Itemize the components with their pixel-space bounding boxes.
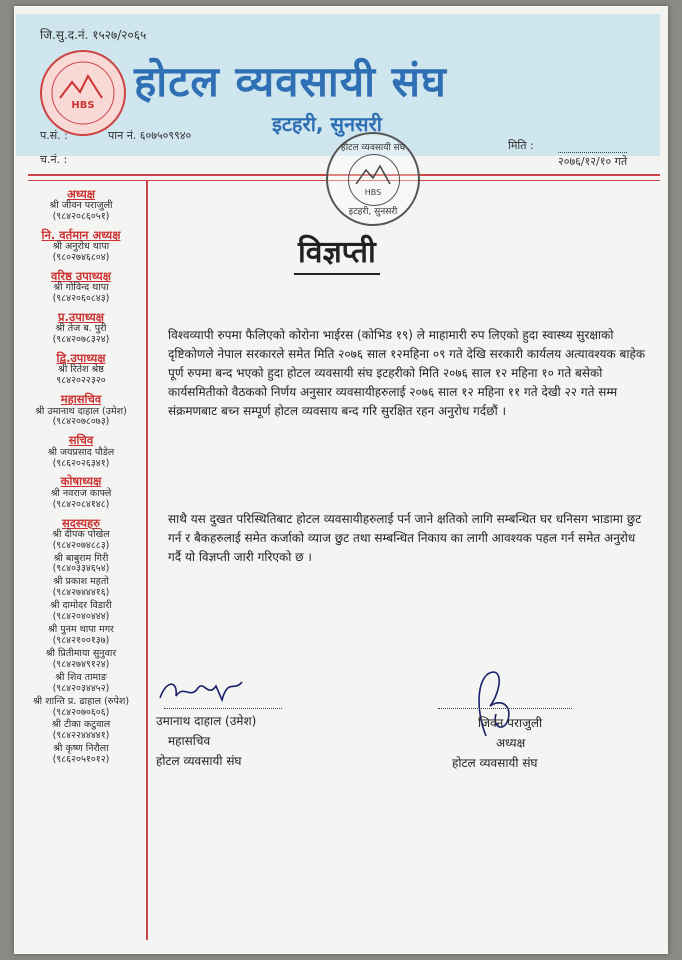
stamp-bottom-text: इटहरी, सुनसरी	[348, 207, 398, 217]
sidebar-member	[18, 649, 144, 671]
member-name: श्री दामोदर विडारी	[50, 600, 112, 612]
sidebar-member	[18, 697, 144, 719]
date-value: २०७६/१२/१० गते	[558, 152, 627, 169]
officer-name: श्री तेज ब. पुरी	[55, 323, 107, 335]
officer-role: महासचिव	[60, 392, 102, 407]
chalani-label: च.नं. :	[40, 153, 68, 166]
sidebar-member	[18, 673, 144, 695]
member-phone: (९८४०३३४६५४)	[52, 563, 110, 575]
officer-name: श्री अनुरोध थापा	[52, 241, 110, 253]
signatory-right-org: होटल व्यवसायी संघ	[452, 756, 538, 770]
notice-title: विज्ञप्ती	[294, 230, 380, 275]
sidebar-member	[18, 554, 144, 576]
officer-name: श्री जयप्रसाद पौडेल	[47, 446, 115, 458]
stamp-mid-text: HBS	[364, 188, 382, 197]
sidebar-members	[18, 517, 144, 767]
sidebar-member	[18, 530, 144, 552]
member-phone: (९८६२०५१०१२)	[52, 754, 110, 766]
officer-name: श्री गोविन्द थापा	[53, 282, 109, 294]
officer-phone: (९८४२०८४१४८)	[52, 498, 110, 510]
sidebar-officer	[18, 352, 144, 387]
mountain-icon	[42, 52, 124, 134]
officer-phone: (९८४२०६०८४३)	[52, 293, 110, 305]
officer-phone: (९८४२०७८०७३)	[52, 416, 110, 428]
sidebar-officer	[18, 229, 144, 264]
org-logo	[40, 50, 126, 136]
member-phone: (९८४२०७०६०६)	[52, 706, 110, 718]
member-phone: (९८४२२४४४४१)	[52, 730, 110, 742]
sidebar-member	[18, 625, 144, 647]
signatory-right-title: अध्यक्ष	[496, 736, 526, 750]
sidebar-member	[18, 577, 144, 599]
signature-left-icon	[156, 670, 256, 710]
officer-name: श्री जीवन पराजुली	[49, 200, 113, 212]
officer-role: अध्यक्ष	[66, 187, 96, 201]
member-name: श्री टीका कटुवाल	[51, 719, 111, 731]
member-name: श्री दीपक पोखेल	[52, 528, 110, 540]
officer-role: वरिष्ठ उपाध्यक्ष	[51, 269, 111, 284]
signature-line-left	[164, 708, 282, 709]
officer-phone: ९८४२०२२३२०	[56, 375, 106, 387]
signatory-left-name: उमानाथ दाहाल (उमेश)	[156, 714, 257, 728]
member-name: श्री प्रितीमाया सुनुवार	[45, 647, 117, 659]
org-name: होटल व्यवसायी संघ	[134, 57, 447, 106]
signatory-right-name: जिवन पराजुली	[478, 716, 543, 730]
signatory-left-org: होटल व्यवसायी संघ	[156, 754, 242, 768]
member-phone: (९८४२७४९१२४)	[52, 658, 110, 670]
member-name: श्री शान्ति प्र. ढाहाल (रुपेश)	[32, 695, 130, 707]
member-name: श्री प्रकाश महतो	[53, 576, 109, 588]
member-phone: (९८४२७४४४१६)	[52, 587, 110, 599]
sidebar-officer	[18, 434, 144, 469]
officer-role: सचिव	[68, 433, 94, 448]
member-name: श्री कृष्ण निरौला	[53, 743, 109, 755]
member-name: श्री पुनम थापा मगर	[48, 624, 114, 636]
officer-name: श्री उमानाथ दाहाल (उमेश)	[35, 405, 127, 417]
org-location: इटहरी, सुनसरी	[272, 112, 382, 136]
member-name: श्री बाबुराम गिरी	[53, 552, 109, 564]
date-label: मिति :	[508, 139, 534, 152]
member-name: श्री शिव तामाङ	[55, 671, 107, 683]
sidebar-officer	[18, 311, 144, 346]
sidebar-officer	[18, 475, 144, 510]
member-phone: (९८४२०४०४४४)	[52, 611, 110, 623]
sidebar-member	[18, 601, 144, 623]
committee-sidebar	[18, 182, 144, 768]
members-role: सदस्यहरु	[61, 515, 100, 530]
signatory-left-title: महासचिव	[168, 734, 211, 748]
sidebar-officer	[18, 393, 144, 428]
officer-role: कोषाध्यक्ष	[60, 474, 102, 489]
sidebar-officer	[18, 188, 144, 223]
officer-name: श्री नवराज काफ्ले	[50, 487, 112, 499]
member-phone: (९८४२०३४४५२)	[52, 682, 110, 694]
stamp-top-text: होटल व्यवसायी संघ	[340, 143, 406, 153]
sidebar-rule	[146, 180, 148, 940]
sidebar-member	[18, 720, 144, 742]
officer-name: श्री रितेश श्रेष्ठ	[58, 364, 104, 376]
officer-phone: (९८०२७४६८०४)	[52, 252, 110, 264]
ref-label: प.सं. :	[40, 129, 68, 142]
registration-number: जि.सु.द.नं. १५२७/२०६५	[40, 28, 147, 42]
member-phone: (९८४२१००१३७)	[52, 635, 110, 647]
org-stamp	[326, 132, 420, 226]
notice-paragraph-1: विश्वव्यापी रुपमा फैलिएको कोरोना भाईरस (कोभिड १९) ले माहामारी रुप लिएको हुदा स्वास्थ्य सुरक्षाको दृष्टिकोणले नेपाल सरकारले समेत मिति २०७६ साल १२महिना ०९ गते देखि सरकारी कार्यलय अत्यावश्यक बाहेक पूर्ण रुपमा बन्द भएको हुदा होटल व्यवसायी संघ इटहरीको मिति २०७६ साल १२ महिना १० गते बसेको कार्यसमितीको वैठकको निर्णय अनुसार व्यवसायीहरुलाई २०७६ साल १२ महिना ११ गते देखी २२ गते सम्म संक्रमणबाट बच्न सम्पूर्ण होटल व्यवसाय बन्द गरि सुरक्षित रहन अनुरोध गर्दछौं ।	[168, 328, 646, 418]
officer-phone: (९८४२०८६०५१)	[52, 211, 110, 223]
sidebar-member	[18, 744, 144, 766]
pan-number: पान नं. ६०७५०९९४०	[108, 129, 192, 142]
officer-role: प्र.उपाध्यक्ष	[58, 310, 104, 325]
officer-role: नि. वर्तमान अध्यक्ष	[41, 228, 121, 243]
member-phone: (९८४२०७४८८३)	[52, 539, 110, 551]
officer-phone: (९८४२०७८३२४)	[52, 334, 110, 346]
sidebar-officer	[18, 270, 144, 305]
signature-line-right	[438, 708, 572, 709]
logo-text: HBS	[71, 100, 95, 111]
notice-paragraph-2: साथै यस दुखत परिस्थितिबाट होटल व्यवसायीहरुलाई पर्न जाने क्षतिको लागि सम्बन्धित घर धनिसग भाडामा छुट गर्न र बैकहरुलाई समेत कर्जाको व्याज छुट तथा सम्बन्धित निकाय का लागी आवश्यक पहल गर्न समेत अनुरोध गर्दै यो विज्ञप्ती जारी गरिएको छ ।	[168, 512, 642, 564]
officer-role: द्वि.उपाध्यक्ष	[56, 351, 106, 366]
officer-phone: (९८६२०२६३४१)	[52, 457, 110, 469]
